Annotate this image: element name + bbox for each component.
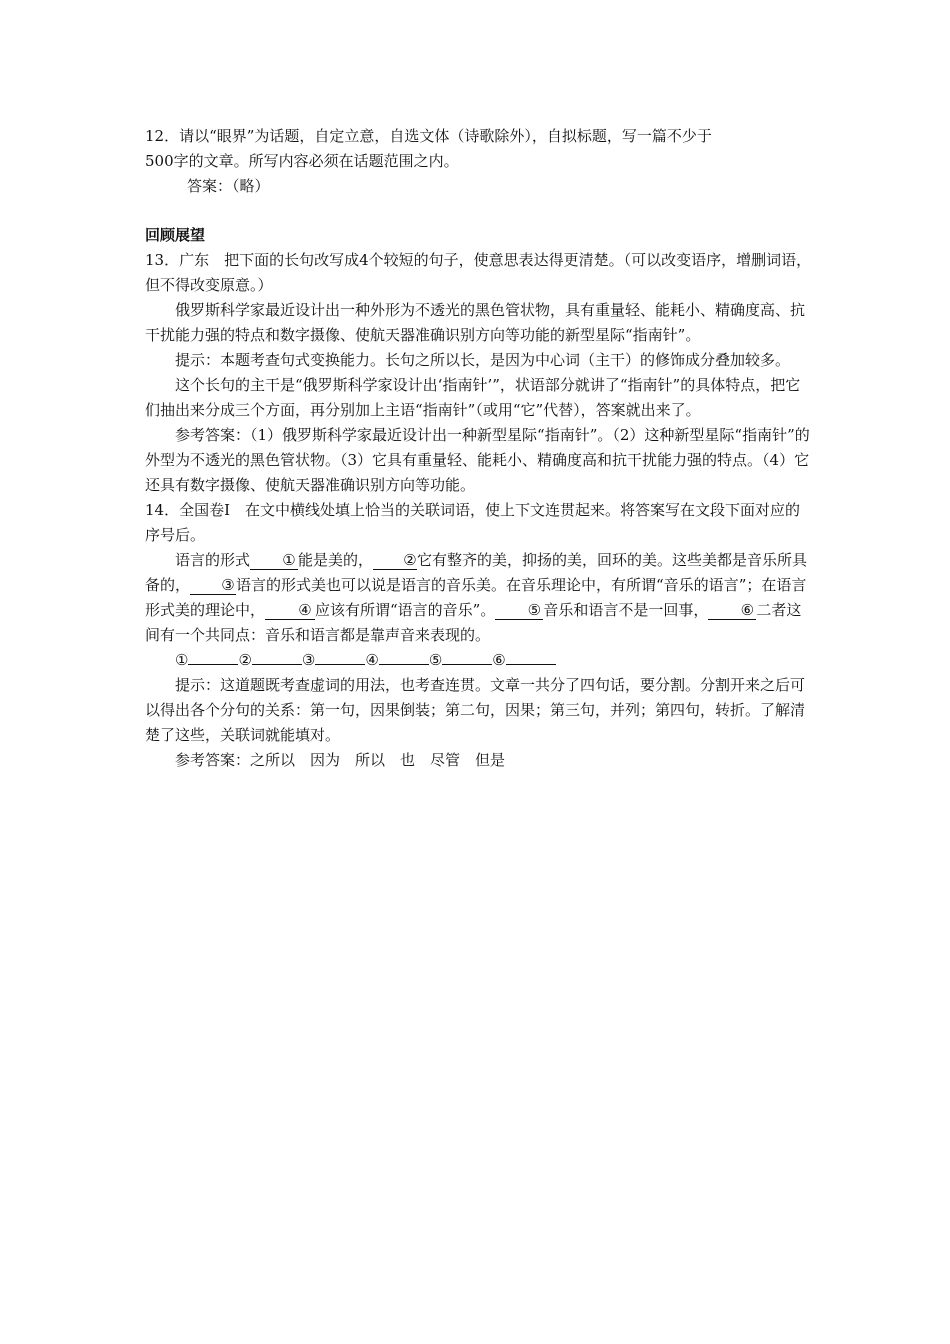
answer-blank [379,648,429,665]
blank-2: ② [373,551,417,570]
q12-prompt-line2: 500字的文章。所写内容必须在话题范围之内。 [145,152,459,170]
blank-5: ⑤ [495,601,543,620]
passage-text: 它有整齐的美，抑扬的美，回环的美。这些美都是音乐所具备的， [145,551,808,594]
slot-label: ⑤ [428,651,443,669]
slot-label: ④ [365,651,379,669]
answer-blank [442,648,492,665]
passage-text: 语言的形式美也可以说是语言的音乐美。在音乐理论中，有所谓“音乐的语言”；在语言形式美的理论中， [145,576,807,619]
q12-answer: 答案：（略） [187,177,270,195]
q13-hint-2: 这个长句的主干是“俄罗斯科学家设计出‘指南针’”，状语部分就讲了“指南针”的具体特点，把它们抽出来分成三个方面，再分别加上主语“指南针”（或用“它”代替），答案就出来了。 [145,376,801,419]
q13-hint-1: 提示：本题考查句式变换能力。长句之所以长，是因为中心词（主干）的修饰成分叠加较多。 [175,351,791,369]
passage-text: 二者这间有一个共同点：音乐和语言都是靠声音来表现的。 [145,601,802,644]
q14-hint: 提示：这道题既考查虚词的用法，也考查连贯。文章一共分了四句话，要分割。分割开来之后可以得出各个分句的关系：第一句，因果倒装；第二句，因果；第三句，并列；第四句，转折。了解清楚了这些，关联词就能填对。 [145,676,806,744]
slot-label: ① [175,651,189,669]
passage-text: 能是美的， [298,551,374,569]
q14-answer-slots [145,648,815,673]
section-title: 回顾展望 [145,226,206,244]
passage-text: 应该有所谓“语言的音乐”。 [315,601,496,619]
blank-6: ⑥ [708,601,756,620]
q14-prompt: 14．全国卷Ⅰ 在文中横线处填上恰当的关联词语，使上下文连贯起来。将答案写在文段下面对应的序号后。 [145,501,801,544]
blank-3: ③ [190,576,236,595]
q13-sentence: 俄罗斯科学家最近设计出一种外形为不透光的黑色管状物，具有重量轻、能耗小、精确度高、抗干扰能力强的特点和数字摄像、使航天器准确识别方向等功能的新型星际“指南针”。 [145,301,806,344]
q14-answer: 参考答案：之所以 因为 所以 也 尽管 但是 [175,751,506,769]
q13-prompt: 13．广东 把下面的长句改写成4个较短的句子，使意思表达得更清楚。（可以改变语序，增删词语，但不得改变原意。） [145,251,812,294]
answer-blank [315,648,365,665]
slot-label: ⑥ [492,651,506,669]
q14-passage [145,548,815,648]
passage-text: 音乐和语言不是一回事， [543,601,709,619]
blank-4: ④ [265,601,315,620]
answer-blank [252,648,302,665]
slot-label: ③ [301,651,316,669]
document-page [145,124,815,773]
q12-prompt-line1: 12．请以“眼界”为话题，自定立意，自选文体（诗歌除外），自拟标题，写一篇不少于 [145,127,712,145]
answer-blank [188,648,238,665]
answer-blank [506,648,556,665]
slot-label: ② [238,651,252,669]
q13-answer: 参考答案：（1）俄罗斯科学家最近设计出一种新型星际“指南针”。（2）这种新型星际“指南针”的外型为不透光的黑色管状物。（3）它具有重量轻、能耗小、精确度高和抗干扰能力强的特点。（4）它还具有数字摄像、使航天器准确识别方向等功能。 [145,426,810,494]
passage-text: 语言的形式 [175,551,251,569]
blank-1: ① [250,551,298,570]
